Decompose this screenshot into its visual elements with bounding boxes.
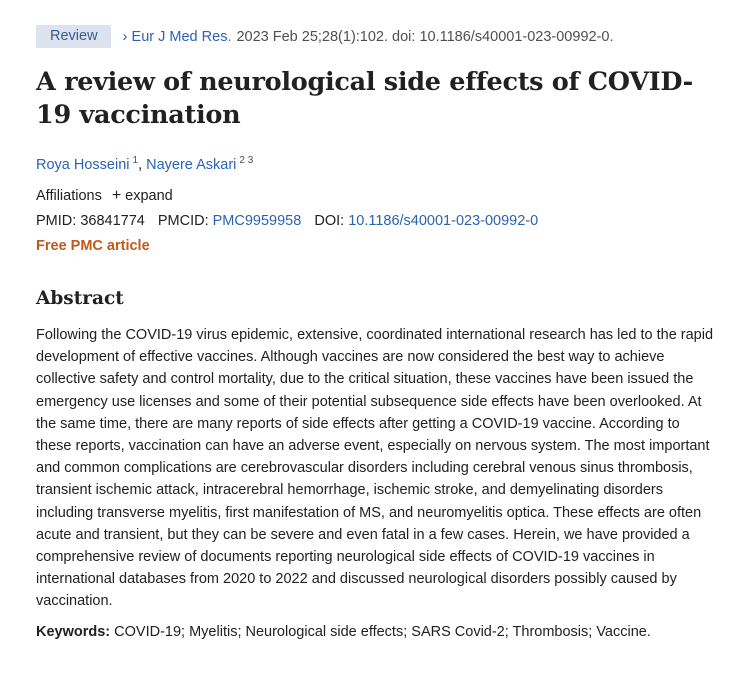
- doi-link[interactable]: 10.1186/s40001-023-00992-0: [348, 213, 539, 229]
- doi-label: DOI:: [314, 213, 345, 229]
- pmid-value: 36841774: [80, 213, 145, 229]
- author-affiliation-ref[interactable]: 2 3: [239, 155, 254, 166]
- author-link[interactable]: Roya Hosseini: [36, 157, 130, 173]
- keywords-label: Keywords:: [36, 624, 111, 640]
- pmcid-link[interactable]: PMC9959958: [212, 213, 302, 229]
- chevron-right-icon: ›: [122, 28, 128, 45]
- abstract-heading: Abstract: [36, 288, 124, 309]
- abstract-text: Following the COVID-19 virus epidemic, extensive, coordinated international research has led to the rapid development of effective vaccines. Although vaccines are now considered the best way to achieve collective safety and control mortality, due to the critical situation, these vaccines have been issued the emergency use licenses and some of their potential subsequence side effects have been overlooked. At the same time, there are many reports of side effects after getting a COVID-19 vaccine. According to these reports, vaccination can have an adverse event, especially on nervous system. The most important and common complications are cerebrovascular disorders including cerebral venous sinus thrombosis, transient ischemic attack, intracerebral hemorrhage, ischemic stroke, and demyelinating disorders including transverse myelitis, first manifestation of MS, and neuromyelitis optica. These effects are often acute and transient, but they can be severe and even fatal in a few cases. Herein, we have provided a comprehensive review of documents reporting neurological side effects of COVID-19 vaccines in international databases from 2020 to 2022 and discussed neurological disorders possibly caused by vaccination.: [36, 327, 714, 610]
- plus-icon[interactable]: +: [111, 187, 122, 204]
- author-affiliation-ref[interactable]: 1: [132, 155, 139, 166]
- citation-text: 2023 Feb 25;28(1):102. doi: 10.1186/s40001-023-00992-0.: [236, 28, 614, 45]
- journal-crumb: [123, 28, 614, 45]
- author-list: Roya Hosseini $^1$, Nayere Askari $^{2 3}$: [36, 155, 254, 173]
- pmcid-label: PMCID:: [157, 213, 209, 229]
- pmid-label: PMID:: [36, 213, 77, 229]
- affiliations-row: [36, 188, 173, 204]
- keywords-list: COVID-19; Myelitis; Neurological side effects; SARS Covid-2; Thrombosis; Vaccine.: [114, 624, 651, 640]
- author-link[interactable]: Nayere Askari: [146, 157, 237, 173]
- free-pmc-article-label: Free PMC article: [36, 238, 150, 254]
- article-title: A review of neurological side effects of COVID-19 vaccination: [36, 67, 693, 130]
- affiliations-label: Affiliations: [36, 188, 102, 204]
- keywords-row: [36, 624, 651, 640]
- citation-line: [36, 25, 614, 48]
- expand-affiliations-button[interactable]: expand: [125, 188, 173, 204]
- identifiers-row: [36, 213, 538, 229]
- journal-link[interactable]: Eur J Med Res.: [131, 28, 232, 45]
- article-type-badge: Review: [36, 25, 111, 48]
